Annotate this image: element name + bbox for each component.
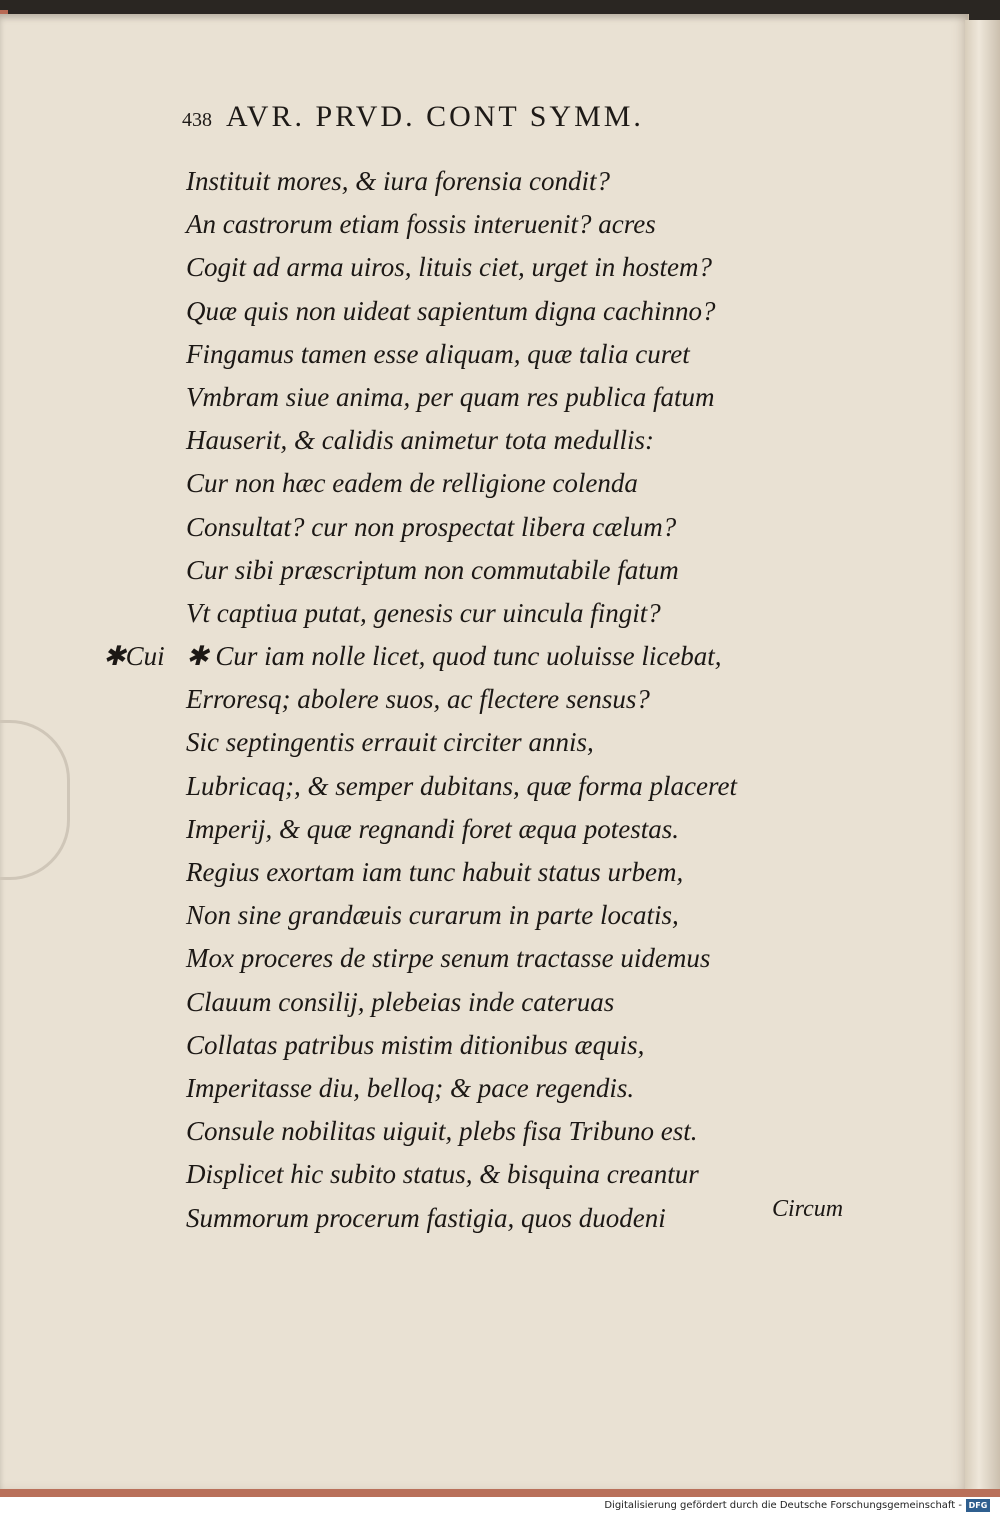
running-title: AVR. PRVD. CONT SYMM. <box>226 100 644 133</box>
catchword: Circum <box>772 1196 844 1222</box>
verse-line: Quæ quis non uideat sapientum digna cachinno? <box>186 295 716 326</box>
verse-line: Instituit mores, & iura forensia condit? <box>186 166 610 196</box>
verse-line: Mox proceres de stirpe senum tractasse uidemus <box>186 943 711 974</box>
dfg-logo-icon: DFG <box>966 1499 990 1512</box>
verse-line: Fingamus tamen esse aliquam, quæ talia curet <box>186 338 690 369</box>
verse-line: Consule nobilitas uiguit, plebs fisa Tribuno est. <box>186 1116 698 1147</box>
page-bottom-edge <box>0 1489 1000 1497</box>
verse-line: Imperij, & quæ regnandi foret æqua potestas. <box>186 813 679 844</box>
verse-line: Erroresq; abolere suos, ac flectere sensus? <box>186 684 650 715</box>
verse-line: Cur sibi præscriptum non commutabile fatum <box>186 554 679 585</box>
verse-text-block <box>186 160 826 1240</box>
verse-line: Cogit ad arma uiros, lituis ciet, urget in hostem? <box>186 252 712 283</box>
verse-line: An castrorum etiam fossis interuenit? acres <box>186 209 656 240</box>
verse-line: Clauum consilij, plebeias inde cateruas <box>186 986 615 1017</box>
verse-line: Regius exortam iam tunc habuit status urbem, <box>186 857 684 887</box>
verse-line: ✱ Cur iam nolle licet, quod tunc uoluisse licebat, <box>186 641 722 672</box>
verse-line: Vt captiua putat, genesis cur uincula fingit? <box>186 597 661 628</box>
verse-line: Lubricaq;, & semper dubitans, quæ forma placeret <box>186 770 737 801</box>
verse-line: Cur non hæc eadem de relligione colenda <box>186 468 638 499</box>
verse-line: Vmbram siue anima, per quam res publica fatum <box>186 381 715 412</box>
verse-line: Hauserit, & calidis animetur tota medullis: <box>186 425 654 456</box>
verse-line: Non sine grandæuis curarum in parte locatis, <box>186 900 679 931</box>
verse-line: Summorum procerum fastigia, quos duodeni <box>186 1202 666 1233</box>
page-number: 438 <box>182 109 212 131</box>
margin-note: ✱Cui <box>103 641 165 671</box>
verse-line: Displicet hic subito status, & bisquina creantur <box>186 1159 699 1190</box>
verse-line: Collatas patribus mistim ditionibus æquis, <box>186 1029 645 1060</box>
verse-line: Consultat? cur non prospectat libera cælum? <box>186 511 677 542</box>
running-header <box>182 100 644 134</box>
digitization-credit: Digitalisierung gefördert durch die Deutsche Forschungsgemeinschaft - <box>604 1500 962 1511</box>
verse-line: Sic septingentis errauit circiter annis, <box>186 727 594 758</box>
verse-line: Imperitasse diu, belloq; & pace regendis. <box>186 1072 635 1103</box>
next-page-edge <box>965 20 1000 1492</box>
